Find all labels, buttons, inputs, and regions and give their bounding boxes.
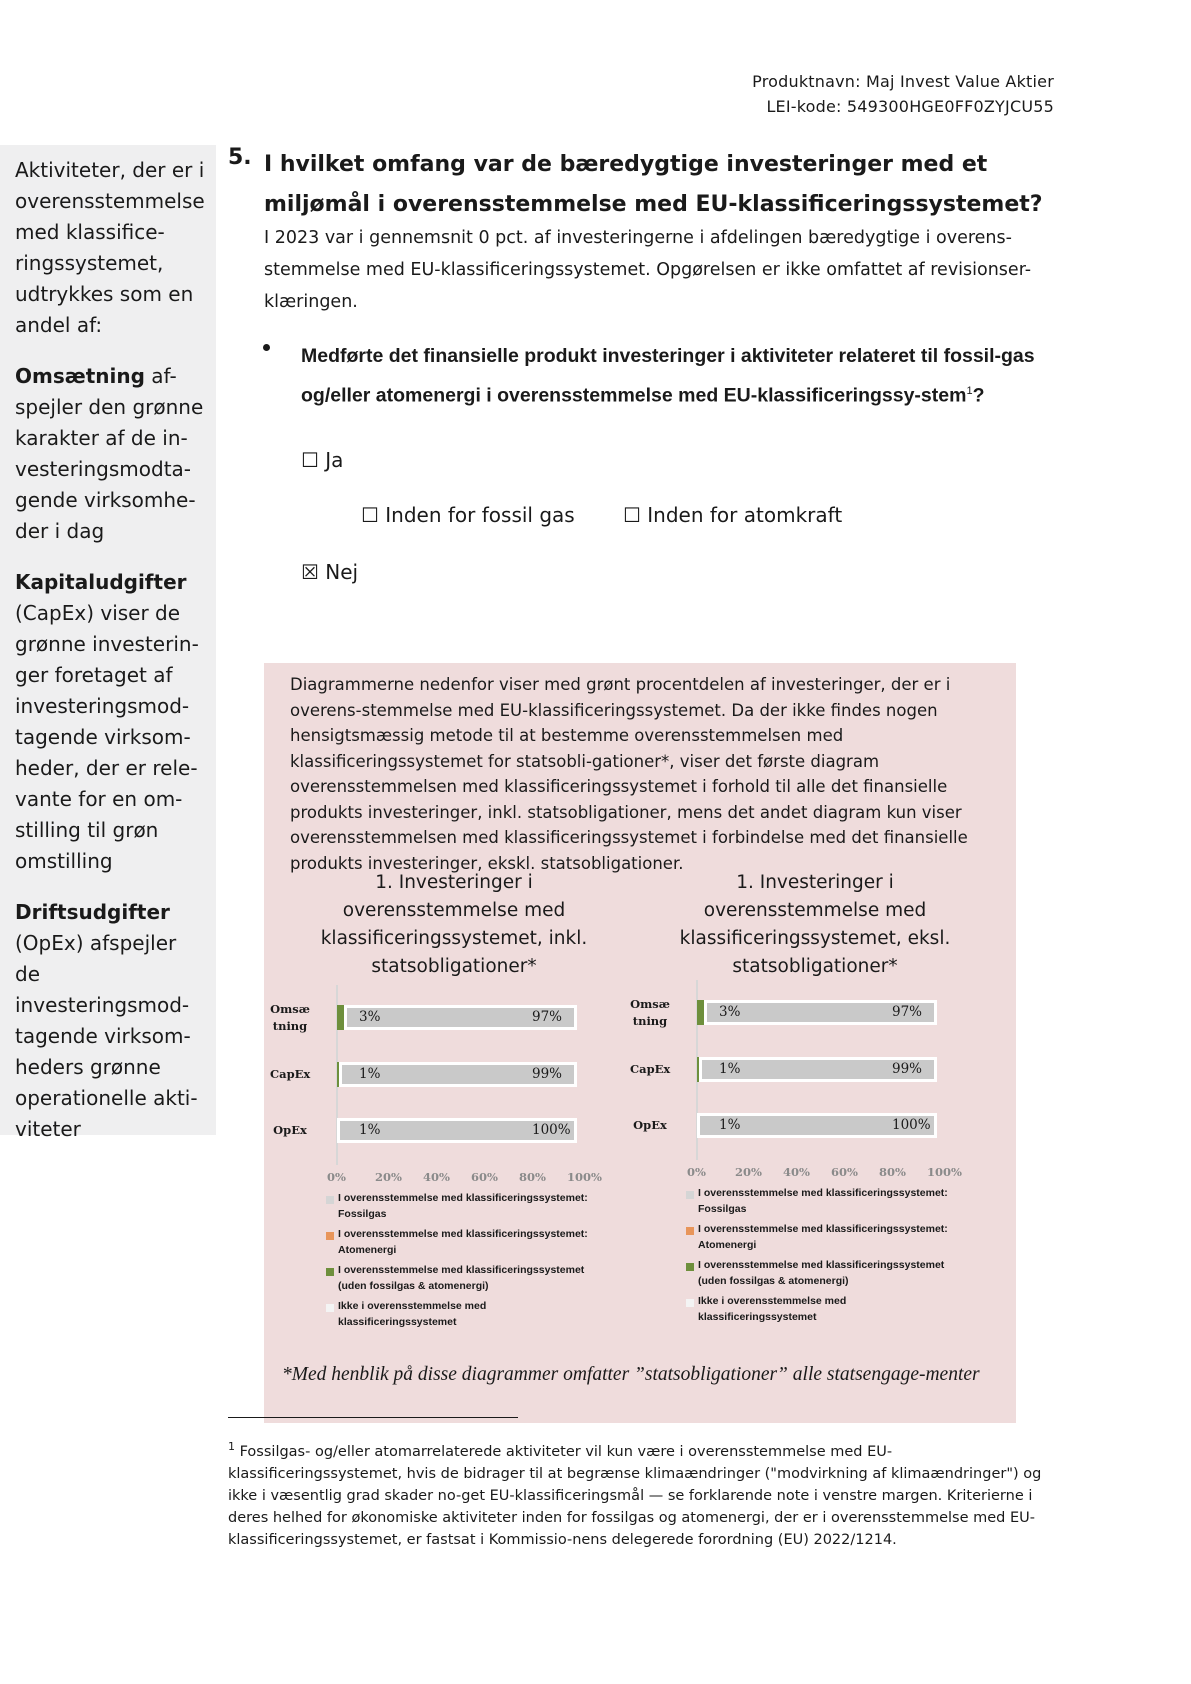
chart2-data-label: 99% [892,1061,923,1077]
chart1-x-tick: 0% [327,1170,346,1184]
sub-question [301,339,1066,414]
sidebar-turnover [15,361,206,547]
legend-green: I overensstemmelse med klassificeringssystemet (uden fossilgas & atomenergi) [698,1259,945,1287]
chart2-data-label: 100% [892,1117,931,1133]
legend-swatch-not-aligned [326,1304,334,1312]
chart1-category-label: OpEx [273,1123,307,1137]
footnote-number: 1 [228,1440,235,1453]
legend-swatch-green [326,1268,334,1276]
chart2-x-tick: 60% [831,1165,858,1179]
question-number: 5. [228,145,252,170]
chart1-x-tick: 40% [423,1170,450,1184]
chart2-data-label: 3% [719,1004,741,1020]
sidebar-opex-term: Driftsudgifter [15,900,170,924]
footnote-divider [228,1417,518,1418]
option-yes[interactable]: ☐ Ja [301,448,344,472]
chart2-x-tick: 80% [879,1165,906,1179]
chart2-x-tick: 0% [687,1165,706,1179]
sidebar-capex [15,567,206,877]
chart2-category-label: Omsæ tning [630,996,670,1028]
chart2 [630,980,980,1180]
chart1-data-label: 99% [532,1066,563,1082]
chart2-data-label: 97% [892,1004,923,1020]
info-box-intro: Diagrammerne nedenfor viser med grønt procentdelen af investeringer, der er i overens-stemmelse med EU-klassificeringssystemet. Da der ikke findes nogen hensigtsmæssig metode til at bestemme overensstemmelsen med klassificeringssystemet for statsobli-gationer*, viser det første diagram overensstemmelsen med klassificeringssystemet i forhold til alle det finansielle produkts investeringer, inkl. statsobligationer, mens det andet diagram kun viser overensstemmelsen med klassificeringssystemet i forbindelse med det finansielle produkts investeringer, ekskl. statsobligationer. [290,675,968,873]
sidebar-intro: Aktiviteter, der er i overensstemmelse med klassifice-ringssystemet, udtrykkes som en andel af: [15,158,205,337]
option-no[interactable]: ☒ Nej [301,560,359,584]
legend-swatch-green [686,1263,694,1271]
sidebar-turnover-term: Omsætning [15,364,145,388]
legend-swatch-not-aligned [686,1299,694,1307]
bullet-icon [263,344,270,351]
page-footnote [228,1436,1058,1551]
chart1-data-label: 97% [532,1009,563,1025]
legend-fossil: I overensstemmelse med klassificeringssystemet: Fossilgas [698,1187,948,1215]
legend-swatch-fossil [686,1191,694,1199]
box-footnote: *Med henblik på disse diagrammer omfatter ”statsobligationer” alle statsengage-menter [282,1364,980,1385]
legend-nuclear: I overensstemmelse med klassificeringssystemet: Atomenergi [338,1228,588,1256]
chart1-bar-aligned [337,1005,344,1030]
product-name: Produktnavn: Maj Invest Value Aktier [752,72,1054,91]
legend-swatch-fossil [326,1196,334,1204]
chart1-data-label: 1% [359,1066,381,1082]
legend-swatch-nuclear [326,1232,334,1240]
chart1-data-label: 100% [532,1122,571,1138]
sidebar-opex-text: (OpEx) afspejler de investeringsmod-tagende virksom-heders grønne operationelle akti-viteter [15,931,198,1141]
footnote-text: Fossilgas- og/eller atomarrelaterede aktiviteter vil kun være i overensstemmelse med EU-klassificeringssystemet, hvis de bidrager til at begrænse klimaændringer ("modvirkning af klimaændringer") og ikke i væsentlig grad skader no-get EU-klassificeringsmål — se forklarende note i venstre margen. Kriterierne i deres helhed for økonomiske aktiviteter inden for fossilgas og atomenergi, der er i overensstemmelse med EU-klassificeringssystemet, er fastsat i Kommissio-nens delegerede forordning (EU) 2022/1214. [228,1443,1042,1548]
option-fossil-gas[interactable]: ☐ Inden for fossil gas [361,503,575,527]
chart1-x-tick: 20% [375,1170,402,1184]
sub-question-end: ? [972,384,985,407]
chart1-data-label: 1% [359,1122,381,1138]
chart1 [270,985,620,1185]
chart2-x-tick: 100% [927,1165,962,1179]
legend-fossil: I overensstemmelse med klassificeringssystemet: Fossilgas [338,1192,588,1220]
chart2-data-label: 1% [719,1061,741,1077]
sidebar-opex [15,897,206,1145]
legend-nuclear: I overensstemmelse med klassificeringssystemet: Atomenergi [698,1223,948,1251]
chart1-x-tick: 60% [471,1170,498,1184]
sidebar-capex-text: (CapEx) viser de grønne investerin-ger foretaget af investeringsmod-tagende virksom-heder, der er rele-vante for en om-stilling til grøn omstilling [15,601,199,873]
chart1-category-label: Omsæ tning [270,1001,310,1033]
footnote-ref: 1 [966,385,973,397]
chart2-category-label: CapEx [630,1062,671,1076]
legend-green: I overensstemmelse med klassificeringssystemet (uden fossilgas & atomenergi) [338,1264,585,1292]
chart1-data-label: 3% [359,1009,381,1025]
question-title: I hvilket omfang var de bæredygtige investeringer med et miljømål i overensstemmelse med EU-klassificeringssystemet? [264,152,1043,217]
chart2-x-tick: 20% [735,1165,762,1179]
legend-not-aligned: Ikke i overensstemmelse med klassificeringssystemet [338,1300,487,1328]
sidebar-turnover-text: af-spejler den grønne karakter af de in-vesteringsmodta-gende virksomhe-der i dag [15,364,204,543]
sidebar-capex-term: Kapitaludgifter [15,570,187,594]
chart1-x-tick: 100% [567,1170,602,1184]
lei-code: LEI-kode: 549300HGE0FF0ZYJCU55 [766,97,1054,116]
chart2-data-label: 1% [719,1117,741,1133]
chart1-x-tick: 80% [519,1170,546,1184]
question-body: I 2023 var i gennemsnit 0 pct. af investeringerne i afdelingen bæredygtige i overens-stemmelse med EU-klassificeringssystemet. Opgørelsen er ikke omfattet af revisionser-klæringen. [264,228,1032,312]
chart2-x-tick: 40% [783,1165,810,1179]
chart1-title: 1. Investeringer i overensstemmelse med klassificeringssystemet, inkl. statsobligationer* [320,872,588,977]
sidebar-note [0,145,216,1141]
option-nuclear[interactable]: ☐ Inden for atomkraft [623,503,843,527]
chart2-bar-aligned [697,1000,704,1025]
chart2-title: 1. Investeringer i overensstemmelse med klassificeringssystemet, eksl. statsobligationer* [679,872,951,977]
legend-swatch-nuclear [686,1227,694,1235]
chart1-category-label: CapEx [270,1067,311,1081]
sub-question-text: Medførte det finansielle produkt investeringer i aktiviteter relateret til fossil-gas og/eller atomenergi i overensstemmelse med EU-klassificeringssy-stem [301,345,1035,407]
legend-not-aligned: Ikke i overensstemmelse med klassificeringssystemet [698,1295,847,1323]
chart2-category-label: OpEx [633,1118,667,1132]
